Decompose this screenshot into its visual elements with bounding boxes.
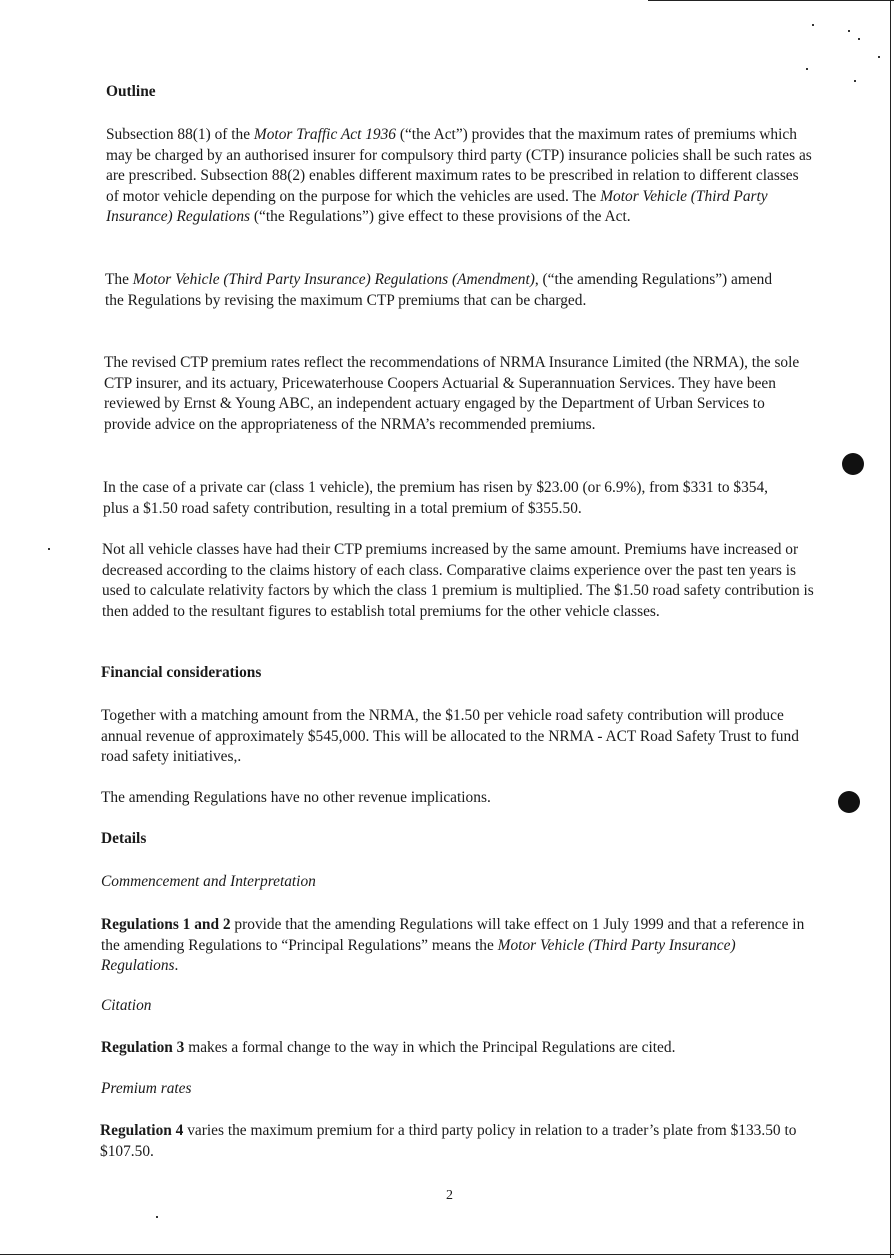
scan-speck bbox=[858, 38, 860, 40]
financial-paragraph-1: Together with a matching amount from the NRMA, the $1.50 per vehicle road safety contribution will produce annual revenue of approximately $545,000. This will be allocated to the NRMA - ACT Road Safety Trust to fund road safety initiatives,. bbox=[101, 707, 799, 766]
punch-hole-mark-lower bbox=[838, 791, 860, 813]
subheading-premium-rates: Premium rates bbox=[101, 1080, 192, 1097]
scan-edge-right bbox=[890, 0, 891, 1258]
outline-paragraph-1: Subsection 88(1) of the Motor Traffic Act 1936 (“the Act”) provides that the maximum rates of premiums which may be charged by an authorised insurer for compulsory third party (CTP) insurance policies shall be such rates as are prescribed. Subsection 88(2) enables different maximum rates to be prescribed in relation to different classes of motor vehicle depending on the purpose for which the vehicles are used. The Motor Vehicle (Third Party Insurance) Regulations (“the Regulations”) give effect to these provisions of the Act. bbox=[106, 126, 812, 226]
scan-speck bbox=[156, 1216, 158, 1218]
details-heading: Details bbox=[101, 830, 147, 847]
outline-paragraph-5: Not all vehicle classes have had their CTP premiums increased by the same amount. Premiums have increased or decreased according to the claims history of each class. Comparative claims experience over the past ten years is used to calculate relativity factors by which the class 1 premium is multiplied. The $1.50 road safety contribution is then added to the resultant figures to establish total premiums for the other vehicle classes. bbox=[102, 541, 814, 620]
page-number: 2 bbox=[446, 1188, 453, 1203]
outline-paragraph-3: The revised CTP premium rates reflect the recommendations of NRMA Insurance Limited (the NRMA), the sole CTP insurer, and its actuary, Pricewaterhouse Coopers Actuarial & Superannuation Services. They have been reviewed by Ernst & Young ABC, an independent actuary engaged by the Department of Urban Services to provide advice on the appropriateness of the NRMA’s recommended premiums. bbox=[104, 354, 800, 433]
scan-edge-bottom bbox=[0, 1254, 894, 1255]
outline-paragraph-4: In the case of a private car (class 1 vehicle), the premium has risen by $23.00 (or 6.9%), from $331 to $354, plus a $1.50 road safety contribution, resulting in a total premium of $355.50. bbox=[103, 479, 769, 517]
scan-speck bbox=[854, 80, 856, 82]
scan-speck bbox=[878, 56, 880, 58]
punch-hole-mark-upper bbox=[842, 453, 864, 475]
scan-speck bbox=[848, 30, 850, 32]
scan-speck bbox=[806, 68, 808, 70]
scan-speck bbox=[812, 24, 814, 26]
outline-heading: Outline bbox=[106, 83, 156, 100]
regulation-3-paragraph: Regulation 3 makes a formal change to the way in which the Principal Regulations are cited. bbox=[101, 1039, 676, 1056]
scan-speck bbox=[48, 548, 50, 550]
regulation-4-paragraph: Regulation 4 varies the maximum premium for a third party policy in relation to a trader’s plate from $133.50 to $107.50. bbox=[100, 1122, 797, 1160]
financial-paragraph-2: The amending Regulations have no other revenue implications. bbox=[101, 789, 491, 806]
subheading-citation: Citation bbox=[101, 997, 152, 1014]
financial-heading: Financial considerations bbox=[101, 664, 262, 681]
scan-edge-top bbox=[648, 0, 894, 1]
outline-paragraph-2: The Motor Vehicle (Third Party Insurance) Regulations (Amendment), (“the amending Regulations”) amend the Regulations by revising the maximum CTP premiums that can be charged. bbox=[105, 271, 773, 309]
regulations-1-2-paragraph: Regulations 1 and 2 provide that the amending Regulations will take effect on 1 July 1999 and that a reference in the amending Regulations to “Principal Regulations” means the Motor Vehicle (Third Party Insurance) Regulations. bbox=[101, 916, 805, 975]
subheading-commencement: Commencement and Interpretation bbox=[101, 873, 316, 890]
